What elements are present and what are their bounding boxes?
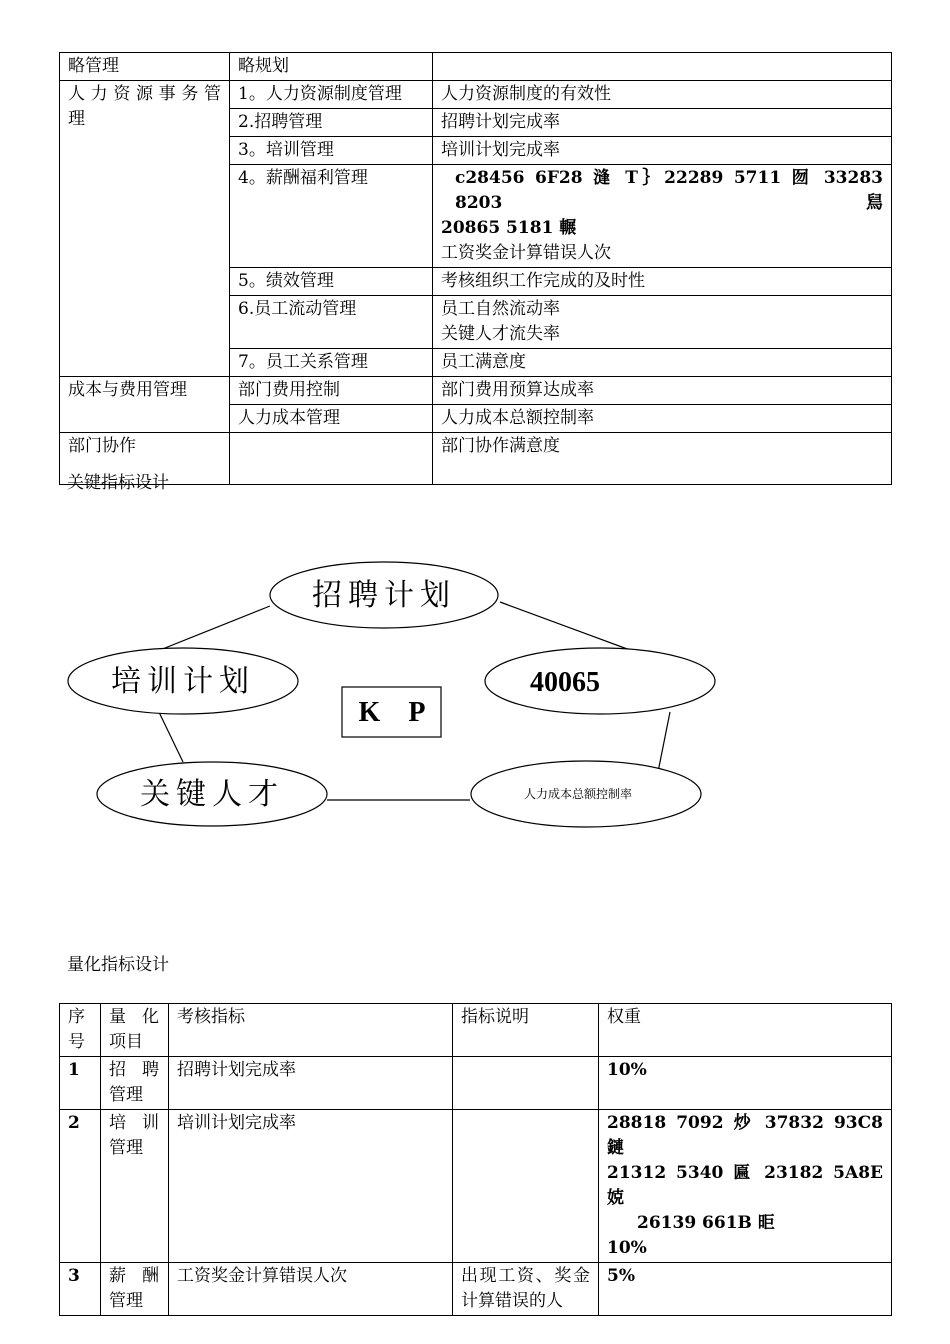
header-cell: 考核指标 [169, 1004, 453, 1057]
table-row [60, 1110, 892, 1263]
table-cell: 培训计划完成率 [433, 137, 892, 165]
table-cell: 5。绩效管理 [230, 268, 433, 296]
table-cell: 人力成本总额控制率 [433, 405, 892, 433]
table-cell: 工资奖金计算错误人次 [169, 1263, 453, 1316]
table-cell: 5% [599, 1263, 892, 1316]
category-label-part: 理 [68, 109, 85, 129]
table-cell: 7。员工关系管理 [230, 349, 433, 377]
node-label-right: 40065 [530, 667, 600, 698]
connector-line [658, 712, 670, 772]
header-cell: 指标说明 [453, 1004, 599, 1057]
table-cell: 1 [60, 1057, 101, 1110]
table-cell: 10% [599, 1057, 892, 1110]
table-cell [453, 1263, 599, 1316]
table-cell: 部门协作满意度 [433, 433, 892, 485]
strategy-table [59, 52, 892, 485]
table-cell [101, 1110, 169, 1263]
kpi-diagram [0, 540, 950, 840]
section-title-key-indicators: 关键指标设计 [67, 473, 169, 493]
table-cell [433, 53, 892, 81]
item-label-part: 管理 [109, 1085, 143, 1105]
table-cell: 部门费用预算达成率 [433, 377, 892, 405]
table-cell [599, 1110, 892, 1263]
center-box-label: K P [358, 697, 426, 728]
connector-line [500, 602, 630, 650]
garbled-line: 21312 5340 匾 23182 5A8E 娔 [607, 1163, 883, 1208]
table-cell: 培训计划完成率 [169, 1110, 453, 1263]
table-cell: 成本与费用管理 [60, 377, 230, 433]
header-label-part: 量化 [109, 1007, 159, 1027]
table-cell [433, 165, 892, 268]
cell-line: 工资奖金计算错误人次 [441, 243, 611, 263]
table-cell [433, 296, 892, 349]
item-label-part: 管理 [109, 1291, 143, 1311]
header-label: 序号 [68, 1007, 85, 1052]
header-cell [101, 1004, 169, 1057]
table-cell: 部门协作 [60, 433, 230, 485]
section-title-quantitative-indicators: 量化指标设计 [67, 955, 169, 975]
garbled-line: 28818 7092 炒 37832 93C8 鏈 [607, 1113, 883, 1158]
table-cell: 2 [60, 1110, 101, 1263]
table-cell: 招聘计划完成率 [433, 109, 892, 137]
table-cell: 略规划 [230, 53, 433, 81]
table-cell: 4。薪酬福利管理 [230, 165, 433, 268]
header-cell: 权重 [599, 1004, 892, 1057]
table-cell: 2.招聘管理 [230, 109, 433, 137]
category-label-part: 人力资源事务管 [68, 84, 221, 104]
table-cell [453, 1110, 599, 1263]
table-cell: 人力资源制度的有效性 [433, 81, 892, 109]
table-cell: 考核组织工作完成的及时性 [433, 268, 892, 296]
cell-line: 关键人才流失率 [441, 324, 560, 344]
table-row [60, 377, 892, 405]
indicator-description: 出现工资、奖金计算错误的人 [461, 1266, 590, 1311]
table-cell: 1。人力资源制度管理 [230, 81, 433, 109]
weight-value: 10% [607, 1238, 647, 1258]
item-label-part: 培训 [109, 1113, 159, 1133]
table-cell: 略管理 [60, 53, 230, 81]
connector-line [155, 606, 270, 652]
item-label-part: 薪酬 [109, 1266, 159, 1286]
table-cell [101, 1263, 169, 1316]
cell-line: 员工自然流动率 [441, 299, 560, 319]
node-label-bottom-right: 人力成本总额控制率 [523, 787, 633, 801]
node-label-bottom-left: 关键人才 [140, 777, 284, 812]
header-cell [60, 1004, 101, 1057]
table-cell [230, 433, 433, 485]
table-cell [60, 81, 230, 377]
quantitative-table [59, 1003, 892, 1316]
node-label-top: 招聘计划 [312, 578, 456, 613]
garbled-line: 20865 5181 輾 [441, 218, 577, 238]
table-cell: 招聘计划完成率 [169, 1057, 453, 1110]
connector-line [157, 708, 183, 762]
table-cell: 3。培训管理 [230, 137, 433, 165]
table-cell: 3 [60, 1263, 101, 1316]
table-cell: 员工满意度 [433, 349, 892, 377]
node-label-left: 培训计划 [111, 664, 255, 699]
table-row [60, 1057, 892, 1110]
header-label-part: 项目 [109, 1032, 143, 1052]
table-cell [453, 1057, 599, 1110]
garbled-line: c28456 6F28 漨 T｝22289 5711 囫 33283 8203 舃 [455, 168, 883, 213]
item-label-part: 管理 [109, 1138, 143, 1158]
item-label-part: 招聘 [109, 1060, 159, 1080]
table-cell: 人力成本管理 [230, 405, 433, 433]
table-row [60, 81, 892, 109]
table-row [60, 53, 892, 81]
table-header-row [60, 1004, 892, 1057]
table-cell: 部门费用控制 [230, 377, 433, 405]
table-row [60, 433, 892, 485]
table-row [60, 1263, 892, 1316]
node-ellipse-right [485, 648, 715, 714]
table-cell: 6.员工流动管理 [230, 296, 433, 349]
garbled-line: 26139 661B 昛 [637, 1213, 775, 1233]
table-cell [101, 1057, 169, 1110]
